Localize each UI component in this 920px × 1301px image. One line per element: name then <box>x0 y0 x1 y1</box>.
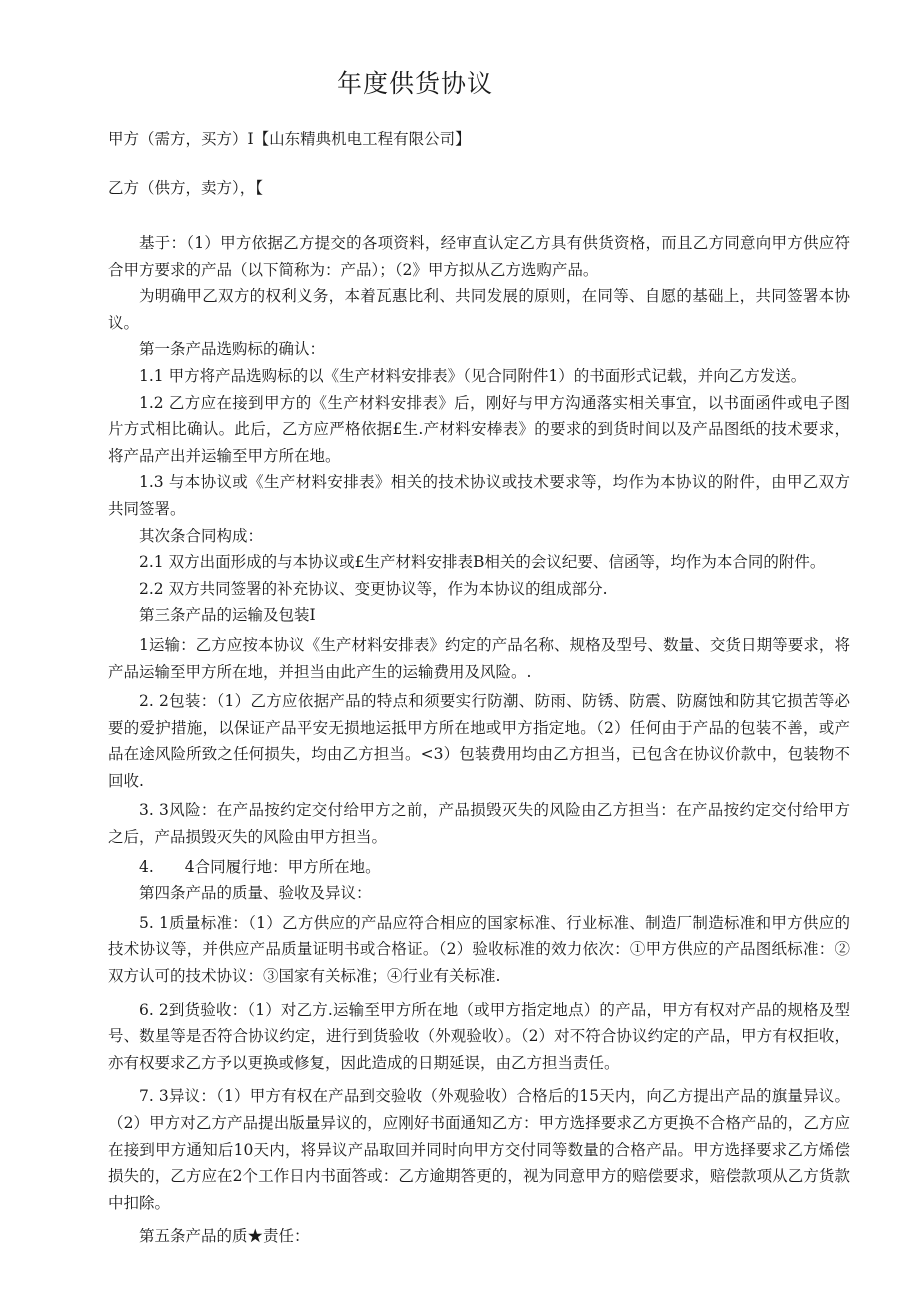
party-a-line: 甲方（需方，买方）I【山东精典机电工程有限公司】 <box>108 130 471 148</box>
clause-4-2: 6. 2到货验收：（1）对乙方.运输至甲方所在地（或甲方指定地点）的产品，甲方有权对产品的规格及型号、数星等是否符合协议约定，进行到货验收（外观验收）。（2）对不符合协议约定的产品，甲方有权拒收，亦有权要求乙方予以更换或修复，因此造成的日期延误，由乙方担当责任。 <box>108 1000 850 1072</box>
agreement-body <box>108 230 850 1250</box>
clause-1-3: 1.3 与本协议或《生产材料安排表》相关的技术协议或技术要求等，均作为本协议的附件，由甲乙双方共同签署。 <box>108 473 850 518</box>
clause-1-2: 1.2 乙方应在接到甲方的《生产材料安排表》后，刚好与甲方沟通落实相关事宜，以书面函件或电子图片方式相比确认。此后，乙方应严格依据£生.产材料安棒表》的要求的到货时间以及产品图纸的技术要求，将产品产出并运输至甲方所在地。 <box>108 393 850 465</box>
clause-2-1: 2.1 双方出面形成的与本协议或£生产材料安排表B相关的会议纪要、信函等，均作为本合同的附件。 <box>139 553 826 572</box>
party-b-line: 乙方（供方，卖方），【 <box>108 179 264 197</box>
clause-4-3: 7. 3异议：（1）甲方有权在产品到交验收（外观验收）合格后的15天内，向乙方提出产品的旗量异议。（2）甲方对乙方产品提出版量异议的，应刚好书面通知乙方：甲方选择要求乙方更换不合格产品的，乙方应在接到甲方通知后10天内，将异议产品取回并同时向甲方交付同等数量的合格产品。甲方选择要求乙方烯偿损失的，乙方应在2个工作日内书面答或：乙方逾期答更的，视为同意甲方的赔偿要求，赔偿款项从乙方货款中扣除。 <box>108 1087 850 1212</box>
clause-3-4: 4. 4合同履行地：甲方所在地。 <box>139 857 381 876</box>
article-3-heading: 第三条产品的运输及包装I <box>139 606 316 625</box>
article-1-heading: 第一条产品选购标的确认： <box>139 340 326 359</box>
document-title: 年度供货协议 <box>336 69 493 98</box>
clause-3-3: 3. 3风险：在产品按约定交付给甲方之前，产品损毁灭失的风险由乙方担当：在产品按约定交付给甲方之后，产品损毁灭失的风险由甲方担当。 <box>108 801 850 847</box>
article-5-heading: 第五条产品的质★责任： <box>139 1227 310 1246</box>
clause-1-1: 1.1 甲方将产品选购标的以《生产材料安排表》（见合同附件1）的书面形式记载，并向乙方发送。 <box>139 366 807 385</box>
purpose-paragraph: 为明确甲乙双方的权利义务，本着瓦惠比利、共同发展的原则，在同等、自愿的基础上，共同签署本协议。 <box>108 287 850 332</box>
clause-3-2: 2. 2包装：（1）乙方应依据产品的特点和须要实行防潮、防雨、防锈、防震、防腐蚀和防其它损苦等必要的爱护措施，以保证产品平安无损地运抵甲方所在地或甲方指定地。（2）任何由于产品的包装不善，或产品在途风险所致之任何损失，均由乙方担当。<3）包装费用均由乙方担当，已包含在协议价款中，包装物不回收. <box>108 692 850 790</box>
clause-4-1: 5. 1质量标准：（1）乙方供应的产品应符合相应的国家标准、行业标准、制造厂制造标准和甲方供应的技术协议等，并供应产品质量证明书或合格证。（2）验收标准的效力依次：①甲方供应的产品图纸标准：②双方认可的技术协议：③国家有关标准；④行业有关标准. <box>108 913 850 986</box>
article-4-heading: 第四条产品的质量、验收及异议： <box>139 884 372 903</box>
basis-paragraph: 基于：（1）甲方依据乙方提交的各项资料，经审直认定乙方具有供货资格，而且乙方同意向甲方供应符合甲方要求的产品（以下简称为：产品）；（2》甲方拟从乙方选购产品。 <box>108 234 850 279</box>
clause-2-2: 2.2 双方共同签署的补充协议、变更协议等，作为本协议的组成部分. <box>139 579 608 598</box>
clause-3-1: 1运输：乙方应按本协议《生产材料安排表》约定的产品名称、规格及型号、数量、交货日期等要求，将产品运输至甲方所在地，并担当由此产生的运输费用及风险。. <box>108 635 850 681</box>
article-2-heading: 其次条合同构成： <box>139 526 264 545</box>
